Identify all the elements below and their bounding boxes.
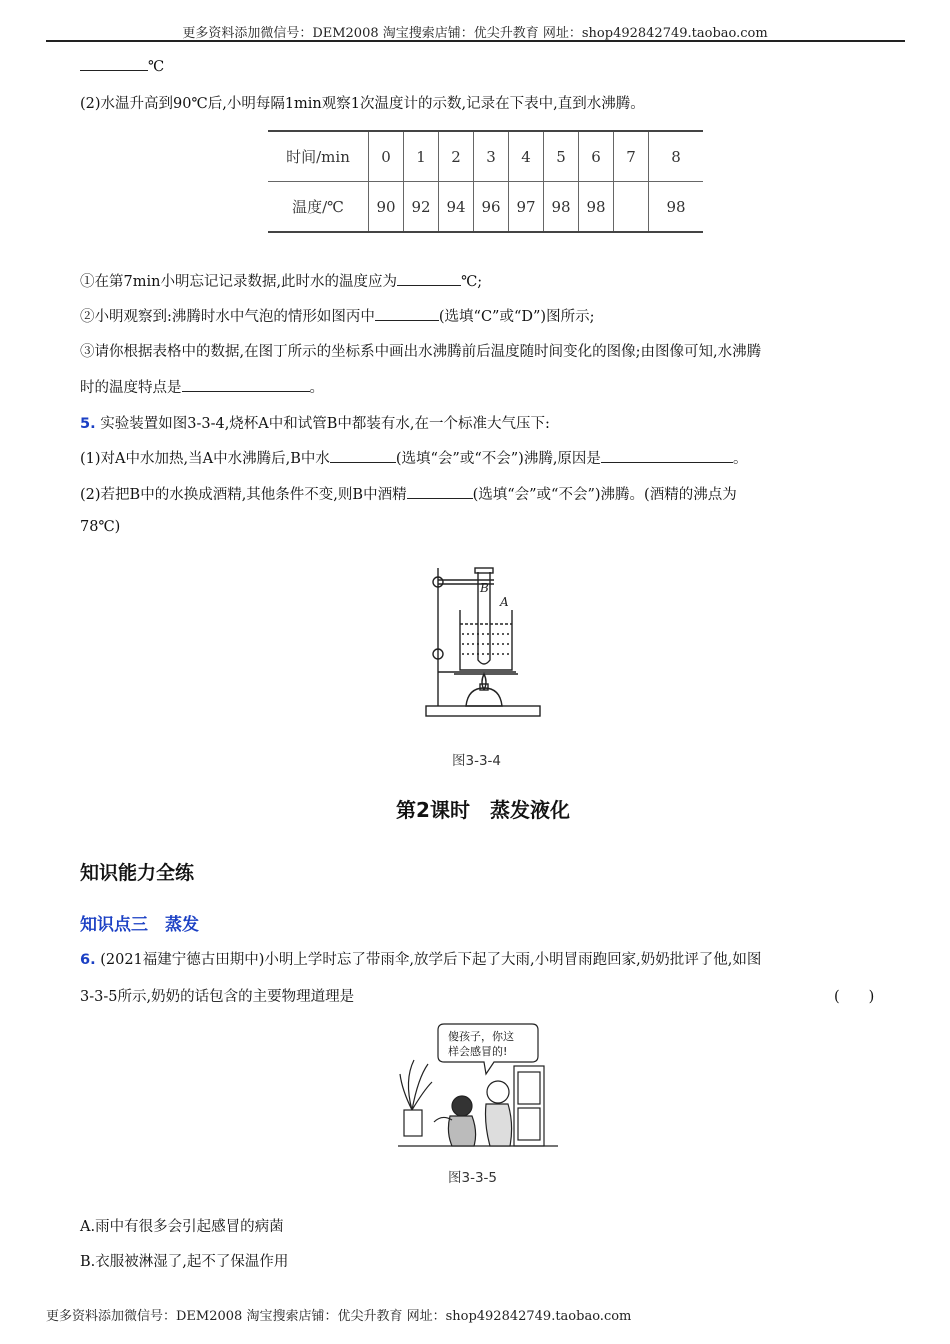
temp-cell: 96 bbox=[474, 182, 509, 233]
q4-sub2 bbox=[80, 305, 594, 326]
figure-caption: 图3-3-4 bbox=[452, 753, 502, 769]
text: 。 bbox=[732, 451, 748, 467]
temp-cell-empty[interactable] bbox=[614, 182, 649, 233]
q4-part2: (2)水温升高到90℃后,小明每隔1min观察1次温度计的示数,记录在下表中,直到水沸腾。 bbox=[80, 96, 645, 112]
time-cell: 6 bbox=[579, 131, 614, 182]
temp-cell: 98 bbox=[649, 182, 704, 233]
q4-sub1 bbox=[80, 270, 482, 291]
temp-cell: 98 bbox=[579, 182, 614, 233]
table-row bbox=[268, 182, 703, 233]
time-cell: 5 bbox=[544, 131, 579, 182]
temp-cell: 97 bbox=[509, 182, 544, 233]
text: (选填“会”或“不会”)沸腾,原因是 bbox=[395, 451, 601, 467]
label-a: A bbox=[500, 595, 509, 609]
text: (2021福建宁德古田期中)小明上学时忘了带雨伞,放学后下起了大雨,小明冒雨跑回家,奶奶批评了他,如图 bbox=[100, 952, 762, 968]
answer-blank[interactable] bbox=[80, 56, 148, 71]
stand-base bbox=[426, 706, 540, 716]
header-rule bbox=[46, 40, 905, 42]
text: 。 bbox=[309, 380, 324, 396]
page-footer: 更多资料添加微信号：DEM2008 淘宝搜索店铺：优尖升教育 网址：shop492842749.taobao.com bbox=[46, 1309, 632, 1324]
text: (选填“C”或“D”)图所示; bbox=[438, 309, 595, 325]
answer-blank[interactable] bbox=[330, 448, 396, 463]
section-title: 知识能力全练 bbox=[80, 862, 195, 884]
temp-cell: 94 bbox=[439, 182, 474, 233]
q6-line2: 3-3-5所示,奶奶的话包含的主要物理道理是 bbox=[80, 989, 355, 1005]
unit-text: ℃ bbox=[148, 59, 165, 75]
grandma-head bbox=[487, 1081, 509, 1103]
text: (选填“会”或“不会”)沸腾。(酒精的沸点为 bbox=[472, 487, 737, 503]
time-cell: 1 bbox=[404, 131, 439, 182]
answer-blank[interactable] bbox=[397, 271, 461, 286]
q4-sub3-line1: ③请你根据表格中的数据,在图丁所示的坐标系中画出水沸腾前后温度随时间变化的图像;由图像可知,水沸腾 bbox=[80, 344, 762, 360]
figure-apparatus bbox=[420, 560, 550, 722]
figure-cartoon bbox=[398, 1020, 558, 1152]
answer-blank[interactable] bbox=[407, 484, 473, 499]
text: ②小明观察到:沸腾时水中气泡的情形如图丙中 bbox=[80, 309, 375, 325]
row2-label: 温度/℃ bbox=[268, 182, 369, 233]
answer-blank[interactable] bbox=[182, 377, 310, 392]
plant bbox=[400, 1060, 432, 1110]
temperature-table bbox=[268, 130, 703, 233]
text: (2)若把B中的水换成酒精,其他条件不变,则B中酒精 bbox=[80, 487, 407, 503]
figure-caption: 图3-3-5 bbox=[448, 1170, 498, 1186]
temp-cell: 92 bbox=[404, 182, 439, 233]
bubble-text-1: 傻孩子，你这 bbox=[448, 1030, 514, 1043]
page-header: 更多资料添加微信号：DEM2008 淘宝搜索店铺：优尖升教育 网址：shop492842749.taobao.com bbox=[182, 26, 768, 41]
text: 时的温度特点是 bbox=[80, 380, 182, 396]
time-cell: 0 bbox=[369, 131, 404, 182]
text: (1)对A中水加热,当A中水沸腾后,B中水 bbox=[80, 451, 330, 467]
text: ℃; bbox=[461, 274, 483, 290]
row1-label: 时间/min bbox=[268, 131, 369, 182]
q6-line1 bbox=[80, 948, 761, 969]
time-cell: 2 bbox=[439, 131, 474, 182]
answer-blank[interactable] bbox=[601, 448, 733, 463]
answer-blank[interactable] bbox=[375, 306, 439, 321]
q5-part1 bbox=[80, 447, 747, 468]
text: 实验装置如图3-3-4,烧杯A中和试管B中都装有水,在一个标准大气压下: bbox=[100, 416, 550, 432]
time-cell: 3 bbox=[474, 131, 509, 182]
q4-sub3-line2 bbox=[80, 376, 324, 397]
q5-stem bbox=[80, 412, 550, 433]
bubble-text-2: 样会感冒的! bbox=[448, 1045, 508, 1058]
answer-paren[interactable]: ( ) bbox=[834, 989, 875, 1005]
label-b: B bbox=[480, 581, 489, 595]
alcohol-lamp bbox=[466, 688, 502, 706]
knowledge-point-title: 知识点三 蒸发 bbox=[80, 915, 199, 935]
lesson-title: 第2课时 蒸发液化 bbox=[396, 798, 570, 822]
table-row bbox=[268, 131, 703, 182]
q4-line0 bbox=[80, 56, 164, 75]
temp-cell: 98 bbox=[544, 182, 579, 233]
question-number: 6. bbox=[80, 952, 96, 968]
time-cell: 4 bbox=[509, 131, 544, 182]
temp-cell: 90 bbox=[369, 182, 404, 233]
time-cell: 7 bbox=[614, 131, 649, 182]
option-a[interactable]: A.雨中有很多会引起感冒的病菌 bbox=[80, 1219, 284, 1235]
child-head bbox=[452, 1096, 472, 1116]
time-cell: 8 bbox=[649, 131, 704, 182]
beaker bbox=[460, 610, 512, 670]
q5-part2-line2: 78℃) bbox=[80, 519, 121, 535]
question-number: 5. bbox=[80, 416, 96, 432]
text: ①在第7min小明忘记记录数据,此时水的温度应为 bbox=[80, 274, 398, 290]
option-b[interactable]: B.衣服被淋湿了,起不了保温作用 bbox=[80, 1254, 289, 1270]
q5-part2 bbox=[80, 483, 737, 504]
